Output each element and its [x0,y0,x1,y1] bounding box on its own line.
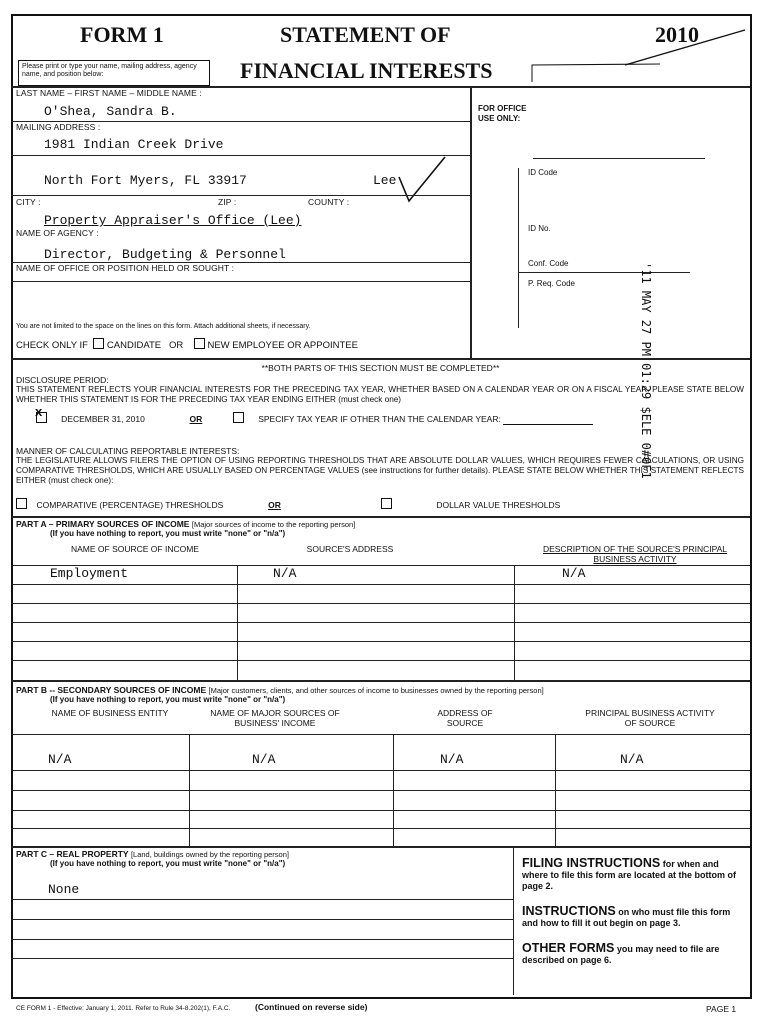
check-mark [395,155,455,205]
position-value[interactable]: Director, Budgeting & Personnel [44,247,286,262]
comparative-label: COMPARATIVE (PERCENTAGE) THRESHOLDS [36,500,224,510]
filing-rest: for when and where to file this form are located at the bottom of page 2. [522,859,737,891]
inst-rest: on who must file this form and how to fill it out begin on page 3. [522,907,731,928]
handwritten-mark [530,20,760,90]
disclosure-options [35,404,736,425]
filing-head: FILING INSTRUCTIONS [522,856,661,870]
agency-value[interactable]: Property Appraiser's Office (Lee) [44,213,302,228]
print-note: Please print or type your name, mailing address, agency name, and position below: [22,63,197,78]
filing-instructions [522,858,742,892]
part-b-heading: PART B -- SECONDARY SOURCES OF INCOME [16,685,207,695]
footer-continued: (Continued on reverse side) [255,1002,368,1012]
county-value[interactable]: Lee [373,173,397,188]
part-a-r1c2[interactable]: N/A [273,566,297,581]
manner-heading: MANNER OF CALCULATING REPORTABLE INTERESTS: [16,446,240,456]
title-line1: STATEMENT OF [280,22,451,47]
december-label: DECEMBER 31, 2010 [61,414,145,424]
part-a-sub-note: (If you have nothing to report, you must write "none" or "n/a") [50,529,286,538]
other-rest: you may need to file are described on page 6. [522,944,720,965]
part-b-col4: PRINCIPAL BUSINESS ACTIVITY OF SOURCE [585,708,715,728]
part-a-col3: DESCRIPTION OF THE SOURCE'S PRINCIPAL BUSINESS ACTIVITY [542,544,728,564]
disclosure-period-text: THIS STATEMENT REFLECTS YOUR FINANCIAL INTERESTS FOR THE PRECEDING TAX YEAR, WHETHER BASED ON A CALENDAR YEAR OR ON A FISCAL YEAR. PLEASE STATE BELOW WHETHER THIS STATEMENT IS FOR THE PRECEDING TAX YEAR ENDING EITHER (must check one) [16,385,744,404]
part-a-col1: NAME OF SOURCE OF INCOME [71,544,199,554]
part-a-heading-note: [Major sources of income to the reporting person] [191,520,356,529]
name-label: LAST NAME – FIRST NAME – MIDDLE NAME : [16,88,202,98]
part-b-r1c3[interactable]: N/A [440,752,464,767]
part-a-r1c1[interactable]: Employment [50,566,129,581]
new-employee-checkbox[interactable] [194,338,205,349]
footer-page: PAGE 1 [706,1004,737,1014]
part-b-heading-note: [Major customers, clients, and other sources of income to businesses owned by the reporting person] [208,686,544,695]
part-b-col1: NAME OF BUSINESS ENTITY [51,708,169,718]
part-c-heading-note: [Land, buildings owned by the reporting person] [130,850,289,859]
instructions-box [522,858,742,966]
county-label: COUNTY : [308,197,350,207]
comparative-checkbox[interactable] [16,498,27,509]
inst-head: INSTRUCTIONS [522,904,616,918]
address-line2[interactable]: North Fort Myers, FL 33917 [44,173,247,188]
id-code-label: ID Code [528,168,558,177]
check-only-label: CHECK ONLY IF [16,340,88,351]
part-a-r1c3[interactable]: N/A [562,566,586,581]
form-number: FORM 1 [80,22,164,47]
or-label: OR [169,340,184,351]
disclosure-period-heading: DISCLOSURE PERIOD: [16,375,109,385]
address-label: MAILING ADDRESS : [16,122,101,132]
conf-code-label: Conf. Code [528,259,569,268]
part-b-col3: ADDRESS OF SOURCE [437,708,493,728]
part-c-r1[interactable]: None [48,882,80,897]
manner-or: OR [268,500,281,510]
other-head: OTHER FORMS [522,941,615,955]
position-label: NAME OF OFFICE OR POSITION HELD OR SOUGHT : [16,263,235,273]
part-a-heading: PART A – PRIMARY SOURCES OF INCOME [16,519,190,529]
part-b-r1c4[interactable]: N/A [620,752,644,767]
print-note-box [18,60,210,86]
not-limited-note: You are not limited to the space on the lines on this form. Attach additional sheets, if necessary. [16,323,311,330]
candidate-label: CANDIDATE [106,340,162,351]
p-req-code-label: P. Req. Code [528,279,575,288]
part-b-sub-note: (If you have nothing to report, you must write "none" or "n/a") [50,695,286,704]
part-c-sub-note: (If you have nothing to report, you must write "none" or "n/a") [50,859,286,868]
manner-text: THE LEGISLATURE ALLOWS FILERS THE OPTION OF USING REPORTING THRESHOLDS THAT ARE ABSOLUTE DOLLAR VALUES, WHICH REQUIRES FEWER CALCULATIONS, OR USING COMPARATIVE THRESHOLDS, WHICH ARE USUALLY BASED ON PERCENTAGE VALUES (see instructions for further details). PLEASE STATE BELOW WHETHER THIS STATEMENT REFLECTS EITHER (must check one): [16,456,744,485]
part-c-heading: PART C – REAL PROPERTY [16,849,129,859]
dollar-label: DOLLAR VALUE THRESHOLDS [436,500,561,510]
new-employee-label: NEW EMPLOYEE OR APPOINTEE [207,340,358,351]
part-b-col2: NAME OF MAJOR SOURCES OF BUSINESS' INCOME [210,708,340,728]
other-year-checkbox[interactable] [233,412,244,423]
part-a-col2: SOURCE'S ADDRESS [306,544,394,554]
city-label: CITY : [16,197,41,207]
title-line2: FINANCIAL INTERESTS [240,58,493,83]
check-only-row [16,338,358,351]
manner-options [16,498,736,510]
other-forms-instructions [522,943,742,966]
form-year: 2010 [655,22,699,47]
candidate-checkbox[interactable] [93,338,104,349]
part-b-r1c2[interactable]: N/A [252,752,276,767]
office-use-label: FOR OFFICE USE ONLY: [478,104,527,123]
zip-label: ZIP : [218,197,237,207]
who-must-file-instructions [522,906,742,929]
must-complete-note: **BOTH PARTS OF THIS SECTION MUST BE COMPLETED** [261,363,500,373]
id-no-label: ID No. [528,224,551,233]
dollar-checkbox[interactable] [381,498,392,509]
disclosure-or: OR [189,414,203,424]
address-line1[interactable]: 1981 Indian Creek Drive [44,137,224,152]
footer-form-ref: CE FORM 1 - Effective: January 1, 2011. Refer to Rule 34-8.202(1), F.A.C. [16,1005,231,1012]
agency-label: NAME OF AGENCY : [16,228,99,238]
name-value[interactable]: O'Shea, Sandra B. [44,104,177,119]
part-b-r1c1[interactable]: N/A [48,752,72,767]
december-checkbox[interactable]: x [36,412,47,423]
other-year-label: SPECIFY TAX YEAR IF OTHER THAN THE CALENDAR YEAR: [258,414,501,424]
other-year-field[interactable] [503,414,593,425]
